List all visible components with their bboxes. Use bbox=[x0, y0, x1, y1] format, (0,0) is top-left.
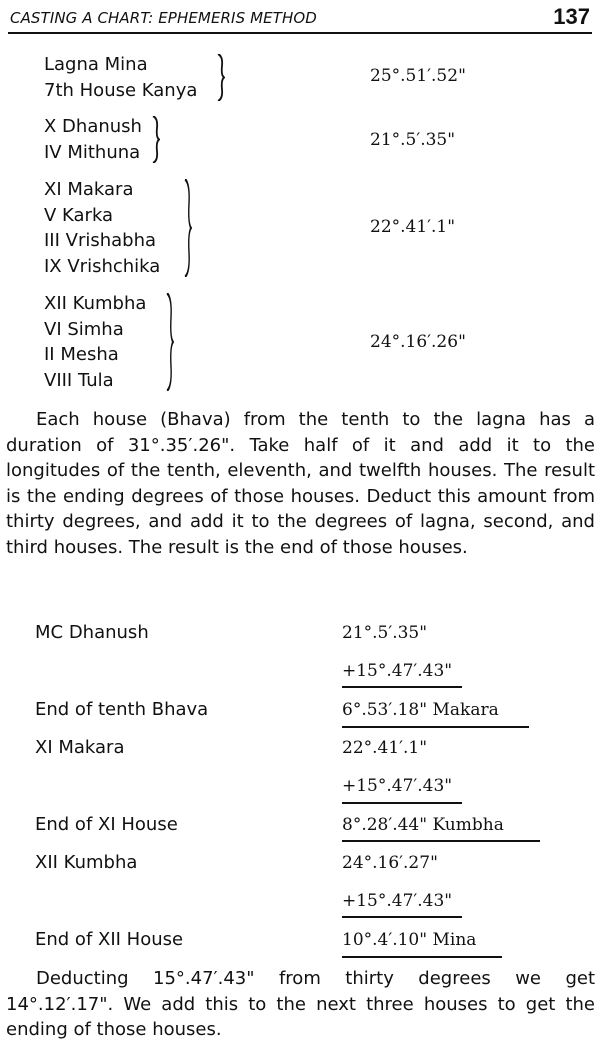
calc-addend: +15°.47′.43" bbox=[342, 891, 453, 911]
result-rule bbox=[342, 956, 502, 958]
right-brace-icon bbox=[217, 54, 225, 101]
house-name: XII Kumbha bbox=[44, 293, 147, 314]
calc-label: XII Kumbha bbox=[35, 852, 138, 873]
body-paragraph: Each house (Bhava) from the tenth to the lagna has a duration of 31°.35′.26". Take half of it and add it to the longitudes of the tenth, eleventh, and twelfth houses. The result is the ending degrees of those houses. Deduct this amount from thirty degrees, and add it to the degrees of lagna, second, and third houses. The result is the end of those houses. bbox=[6, 409, 595, 558]
house-name: Lagna Mina bbox=[44, 54, 148, 75]
running-head: CASTING A CHART: EPHEMERIS METHOD bbox=[10, 9, 317, 27]
calc-result: 6°.53′.18" Makara bbox=[342, 700, 499, 720]
right-brace-icon bbox=[184, 179, 192, 277]
calc-value: 21°.5′.35" bbox=[342, 623, 428, 643]
calc-addend: +15°.47′.43" bbox=[342, 661, 453, 681]
calc-label: MC Dhanush bbox=[35, 622, 149, 643]
body-paragraph: Deducting 15°.47′.43" from thirty degrees we get 14°.12′.17". We add this to the next three houses to get the ending of those houses. bbox=[6, 968, 595, 1040]
calc-result: 10°.4′.10" Mina bbox=[342, 930, 477, 950]
house-group bbox=[44, 52, 224, 103]
house-group bbox=[44, 291, 176, 393]
house-name: VIII Tula bbox=[44, 369, 114, 391]
house-name: XI Makara bbox=[44, 179, 134, 200]
calc-label: End of XII House bbox=[35, 929, 184, 950]
calc-label: End of XI House bbox=[35, 814, 178, 835]
page-header bbox=[8, 4, 592, 34]
page-number: 137 bbox=[553, 4, 590, 29]
sum-rule bbox=[342, 686, 462, 688]
sum-rule bbox=[342, 802, 462, 804]
house-name: X Dhanush bbox=[44, 116, 142, 137]
calc-label: End of tenth Bhava bbox=[35, 699, 209, 720]
right-brace-icon bbox=[152, 116, 160, 163]
house-name: III Vrishabha bbox=[44, 230, 157, 251]
house-group-value: 22°.41′.1" bbox=[370, 217, 456, 237]
house-group-value: 24°.16′.26" bbox=[370, 332, 466, 352]
house-name: IV Mithuna bbox=[44, 141, 141, 163]
house-group-value: 25°.51′.52" bbox=[370, 66, 466, 86]
right-brace-icon bbox=[166, 293, 174, 391]
result-rule bbox=[342, 840, 540, 842]
house-group-value: 21°.5′.35" bbox=[370, 130, 456, 150]
calc-value: 24°.16′.27" bbox=[342, 853, 438, 873]
calc-label: XI Makara bbox=[35, 737, 125, 758]
house-name: V Karka bbox=[44, 204, 114, 226]
result-rule bbox=[342, 726, 529, 728]
sum-rule bbox=[342, 916, 462, 918]
house-name: 7th House Kanya bbox=[44, 79, 198, 101]
house-group bbox=[44, 114, 164, 165]
calc-addend: +15°.47′.43" bbox=[342, 776, 453, 796]
house-name: IX Vrishchika bbox=[44, 255, 161, 277]
house-group bbox=[44, 177, 194, 279]
calc-result: 8°.28′.44" Kumbha bbox=[342, 815, 504, 835]
calc-value: 22°.41′.1" bbox=[342, 738, 428, 758]
house-name: II Mesha bbox=[44, 344, 119, 365]
house-name: VI Simha bbox=[44, 318, 124, 340]
